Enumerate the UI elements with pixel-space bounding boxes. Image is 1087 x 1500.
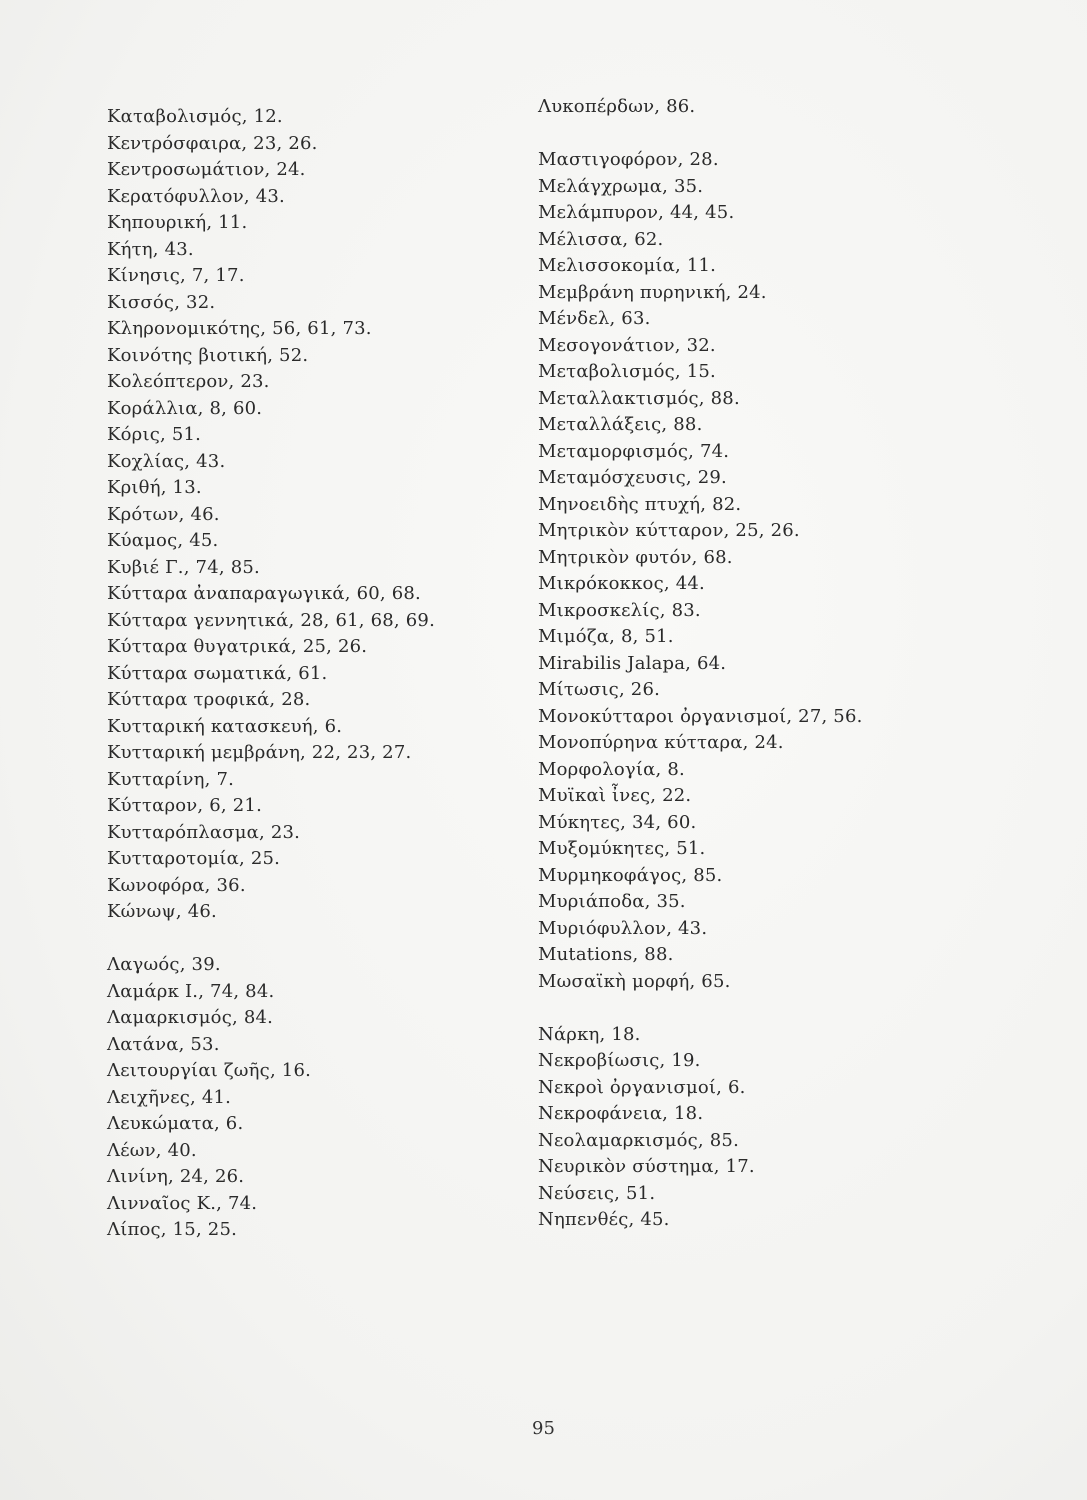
- index-entry: Κισσός, 32.: [107, 291, 216, 313]
- index-entry: Λευκώματα, 6.: [107, 1113, 244, 1134]
- index-entry: Μίτωσις, 26.: [538, 679, 661, 700]
- index-entry: Μορφολογία, 8.: [538, 758, 685, 780]
- index-entry: Κώνωψ, 46.: [107, 901, 217, 922]
- index-entry: Κρότων, 46.: [107, 503, 220, 525]
- index-entry: Μεταλλάξεις, 88.: [538, 414, 703, 435]
- index-entry: Κοχλίας, 43.: [107, 450, 226, 472]
- index-entry: Κύτταρα γεννητικά, 28, 61, 68, 69.: [107, 609, 436, 631]
- index-entry: Κυτταροτομία, 25.: [107, 848, 281, 869]
- index-entry: Μονοκύτταροι ὀργανισμοί, 27, 56.: [538, 705, 863, 727]
- index-entry: Κερατόφυλλον, 43.: [107, 185, 285, 207]
- index-entry: Μύκητες, 34, 60.: [538, 811, 697, 833]
- index-entry: Λειχῆνες, 41.: [107, 1086, 232, 1108]
- index-entry: Μικρόκοκκος, 44.: [538, 573, 705, 594]
- index-entry: Νεκροὶ ὀργανισμοί, 6.: [538, 1076, 746, 1098]
- index-entry: Μητρικὸν κύτταρον, 25, 26.: [538, 520, 800, 541]
- index-entry: Λέων, 40.: [107, 1139, 197, 1161]
- index-entry: Κεντρόσφαιρα, 23, 26.: [107, 132, 318, 154]
- index-entry: Μελάμπυρον, 44, 45.: [538, 202, 735, 223]
- index-entry: Κοινότης βιοτική, 52.: [107, 344, 309, 366]
- index-entry: Κολεόπτερον, 23.: [107, 371, 270, 392]
- index-entry: Μελισσοκομία, 11.: [538, 255, 717, 276]
- index-entry: Μεταβολισμός, 15.: [538, 361, 716, 382]
- index-entry: Λαμαρκισμός, 84.: [107, 1007, 274, 1028]
- index-entry: Μυρμηκοφάγος, 85.: [538, 864, 723, 886]
- index-entry: Λαγωός, 39.: [107, 954, 221, 975]
- index-entry: Μυξομύκητες, 51.: [538, 838, 706, 859]
- index-entry: Mirabilis Jalapa, 64.: [538, 652, 727, 674]
- page-number: 95: [532, 1418, 555, 1439]
- index-entry: Κόρις, 51.: [107, 424, 202, 445]
- index-entry: Λίπος, 15, 25.: [107, 1219, 238, 1240]
- index-entry: Κυβιέ Γ., 74, 85.: [107, 556, 260, 578]
- index-entry: Λυκοπέρδων, 86.: [538, 96, 696, 117]
- index-entry: Μονοπύρηνα κύτταρα, 24.: [538, 732, 784, 753]
- index-entry: Κύαμος, 45.: [107, 530, 219, 551]
- index-entry: Καταβολισμός, 12.: [107, 106, 283, 127]
- index-entry: Μωσαϊκὴ μορφή, 65.: [538, 970, 731, 992]
- index-entry: Κριθή, 13.: [107, 477, 202, 498]
- index-entry: Λαμάρκ Ι., 74, 84.: [107, 980, 275, 1002]
- index-entry: Κήτη, 43.: [107, 238, 194, 260]
- index-entry: Νηπενθές, 45.: [538, 1209, 670, 1230]
- section-gap: [107, 926, 507, 953]
- index-entry: Νεολαμαρκισμός, 85.: [538, 1129, 739, 1151]
- index-entry: Κύτταρα θυγατρικά, 25, 26.: [107, 636, 368, 657]
- index-entry: Κυτταρίνη, 7.: [107, 768, 235, 790]
- index-entry: Κυτταρική κατασκευή, 6.: [107, 715, 343, 737]
- index-entry: Μελάγχρωμα, 35.: [538, 175, 704, 197]
- section-gap: [538, 121, 978, 148]
- index-entry: Κοράλλια, 8, 60.: [107, 397, 263, 419]
- index-entry: Λατάνα, 53.: [107, 1033, 220, 1055]
- index-entry: Μυϊκαὶ ἶνες, 22.: [538, 785, 692, 806]
- index-entry: Κίνησις, 7, 17.: [107, 265, 245, 286]
- index-entry: Μηνοειδὴς πτυχή, 82.: [538, 493, 742, 515]
- index-entry: Κληρονομικότης, 56, 61, 73.: [107, 318, 372, 339]
- index-entry: Λινίνη, 24, 26.: [107, 1166, 245, 1187]
- index-entry: Μυριάποδα, 35.: [538, 891, 686, 912]
- index-entry: Μεταμόσχευσις, 29.: [538, 467, 727, 488]
- index-entry: Κωνοφόρα, 36.: [107, 874, 246, 896]
- index-entry: Μυριόφυλλον, 43.: [538, 917, 708, 939]
- index-column-left: [107, 104, 507, 1244]
- index-entry: Κυτταρική μεμβράνη, 22, 23, 27.: [107, 742, 412, 763]
- index-entry: Κεντροσωμάτιον, 24.: [107, 159, 306, 180]
- index-entry: Νεκροφάνεια, 18.: [538, 1103, 704, 1124]
- index-entry: Νευρικὸν σύστημα, 17.: [538, 1156, 755, 1177]
- index-entry: Μαστιγοφόρον, 28.: [538, 149, 719, 170]
- index-column-right: [538, 94, 978, 1234]
- index-entry: Λινναῖος Κ., 74.: [107, 1192, 258, 1214]
- index-entry: Μικροσκελίς, 83.: [538, 599, 701, 621]
- index-entry: Νάρκη, 18.: [538, 1023, 641, 1045]
- index-entry: Μένδελ, 63.: [538, 308, 651, 329]
- index-entry: Κύτταρα ἀναπαραγωγικά, 60, 68.: [107, 583, 421, 604]
- index-entry: Mutations, 88.: [538, 944, 674, 965]
- index-entry: Μητρικὸν φυτόν, 68.: [538, 546, 733, 568]
- index-entry: Μεταμορφισμός, 74.: [538, 440, 730, 462]
- index-entry: Λειτουργίαι ζωῆς, 16.: [107, 1060, 312, 1081]
- index-entry: Μεταλλακτισμός, 88.: [538, 387, 740, 409]
- index-entry: Μεμβράνη πυρηνική, 24.: [538, 281, 767, 303]
- index-entry: Κηπουρική, 11.: [107, 212, 248, 233]
- index-entry: Νεύσεις, 51.: [538, 1182, 656, 1204]
- index-entry: Μιμόζα, 8, 51.: [538, 626, 674, 647]
- index-entry: Κυτταρόπλασμα, 23.: [107, 821, 301, 843]
- index-entry: Κύτταρα σωματικά, 61.: [107, 662, 328, 684]
- index-entry: Κύτταρα τροφικά, 28.: [107, 689, 311, 710]
- section-gap: [538, 995, 978, 1022]
- index-entry: Μεσογονάτιον, 32.: [538, 334, 716, 356]
- index-entry: Νεκροβίωσις, 19.: [538, 1050, 701, 1071]
- index-entry: Μέλισσα, 62.: [538, 228, 664, 250]
- index-entry: Κύτταρον, 6, 21.: [107, 795, 262, 816]
